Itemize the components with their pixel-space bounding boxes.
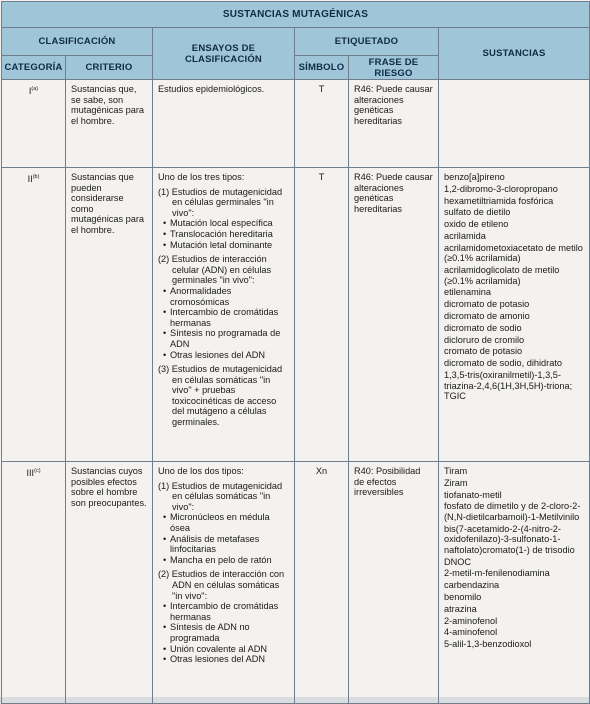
simbolo-cell: Xn bbox=[295, 462, 349, 704]
ensayos-cell bbox=[153, 462, 295, 704]
ensayo-bullet: • Unión covalente al ADN bbox=[170, 644, 289, 655]
category-note: (b) bbox=[32, 174, 40, 180]
substance-item: 4-aminofenol bbox=[444, 627, 498, 638]
substance-item: benomilo bbox=[444, 592, 482, 603]
ensayo-item: (2) Estudios de interacción celular (ADN) en células germinales "in vivo": bbox=[158, 254, 272, 286]
category-cell bbox=[2, 168, 66, 462]
category-cell bbox=[2, 80, 66, 168]
substance-item: benzo[a]pireno bbox=[444, 172, 505, 182]
category-note: (c) bbox=[34, 468, 41, 474]
ensayo-bullet: • Otras lesiones del ADN bbox=[170, 654, 289, 665]
category-cell bbox=[2, 462, 66, 704]
table-row bbox=[2, 462, 590, 704]
substance-item: 2-metil-m-fenilenodiamina bbox=[444, 568, 550, 579]
substance-item: dicromato de amonio bbox=[444, 311, 530, 321]
ensayo-bullet: • Análisis de metafases linfocitarias bbox=[170, 534, 289, 555]
substance-item: oxido de etileno bbox=[444, 219, 509, 230]
sustancias-cell bbox=[439, 168, 590, 462]
criterio-cell: Sustancias que, se sabe, son mutagénicas para el hombre. bbox=[66, 80, 153, 168]
simbolo-cell: T bbox=[295, 80, 349, 168]
substance-item: dicromato de sodio, dihidrato bbox=[444, 358, 562, 369]
category-label: II bbox=[27, 174, 33, 185]
ensayo-bullet: • Anormalidades cromosómicas bbox=[170, 286, 289, 307]
substance-item: acrilamidometoxiacetato de metilo (≥0.1% acrilamida) bbox=[444, 242, 583, 264]
substance-item: 1,2-dibromo-3-cloropropano bbox=[444, 183, 558, 194]
category-note: (a) bbox=[31, 86, 39, 92]
substance-item: Ziram bbox=[444, 477, 468, 488]
substance-item: hexametiltriamida fosfórica bbox=[444, 195, 554, 206]
ensayo-bullet: • Mancha en pelo de ratón bbox=[170, 555, 289, 566]
substance-item: acrilamida bbox=[444, 230, 486, 241]
category-label: III bbox=[26, 468, 35, 479]
frase-cell: R46: Puede causar alteraciones genéticas hereditarias bbox=[349, 168, 439, 462]
table-row bbox=[2, 80, 590, 168]
ensayos-intro: Uno de los tres tipos: bbox=[158, 172, 245, 182]
substance-item: dicloruro de cromilo bbox=[444, 334, 525, 345]
header-criterio: CRITERIO bbox=[66, 56, 153, 80]
ensayo-bullet: • Mutación letal dominante bbox=[170, 240, 289, 251]
substance-item: carbendazina bbox=[444, 580, 500, 591]
ensayos-cell: Estudios epidemiológicos. bbox=[153, 80, 295, 168]
ensayo-bullet: • Intercambio de cromátidas hermanas bbox=[170, 601, 289, 622]
substance-item: etilenamina bbox=[444, 287, 491, 298]
substance-item: atrazina bbox=[444, 603, 477, 614]
ensayos-cell bbox=[153, 168, 295, 462]
ensayos-intro: Uno de los dos tipos: bbox=[158, 466, 244, 476]
header-frase: FRASE DE RIESGO bbox=[349, 56, 439, 80]
header-sustancias: SUSTANCIAS bbox=[439, 28, 590, 80]
substance-item: tiofanato-metil bbox=[444, 489, 502, 500]
substance-item: sulfato de dietilo bbox=[444, 207, 511, 218]
substance-item: 5-alil-1,3-benzodioxol bbox=[444, 639, 532, 650]
substance-item: fosfato de dimetilo y de 2-cloro-2-(N,N-dietilcarbamoil)-1-Metilvinilo bbox=[444, 501, 581, 522]
ensayo-bullet: • Síntesis no programada de ADN bbox=[170, 328, 289, 349]
ensayo-item: (1) Estudios de mutagenicidad en células somáticas "in vivo": bbox=[158, 480, 283, 512]
ensayo-item: (3) Estudios de mutagenicidad en células somáticas "in vivo" + pruebas toxicocinéticas de acceso del mutágeno a células germinales. bbox=[158, 364, 283, 428]
substance-item: 1,3,5-tris(oxiranilmetil)-1,3,5-triazina-2,4,6(1H,3H,5H)-triona; TGIC bbox=[444, 369, 573, 402]
table-row bbox=[2, 168, 590, 462]
substance-item: dicromato de potasio bbox=[444, 299, 530, 310]
category-label: I bbox=[28, 86, 32, 97]
header-ensayos: ENSAYOS DE CLASIFICACIÓN bbox=[153, 28, 295, 80]
ensayo-item: (1) Estudios de mutagenicidad en células germinales "in vivo": bbox=[158, 186, 283, 218]
substance-item: acrilamidoglicolato de metilo (≥0.1% acrilamida) bbox=[444, 265, 560, 286]
sustancias-cell bbox=[439, 80, 590, 168]
header-simbolo: SÍMBOLO bbox=[295, 56, 349, 80]
substance-item: 2-aminofenol bbox=[444, 615, 498, 626]
mutagenic-substances-table bbox=[1, 1, 590, 704]
substance-item: bis(7-acetamido-2-(4-nitro-2-oxidofenilazo)-3-sulfonato-1-naftolato)cromato(1-) de trisodio bbox=[444, 523, 575, 555]
table-title: SUSTANCIAS MUTAGÉNICAS bbox=[2, 2, 590, 28]
ensayo-bullet: • Micronúcleos en médula ósea bbox=[170, 512, 289, 533]
substance-item: Tiram bbox=[444, 466, 468, 476]
substance-item: cromato de potasio bbox=[444, 346, 523, 357]
sustancias-cell bbox=[439, 462, 590, 704]
ensayo-bullet: • Translocación hereditaria bbox=[170, 229, 289, 240]
ensayo-bullet: • Mutación local específica bbox=[170, 218, 289, 229]
frase-cell: R40: Posibilidad de efectos irreversibles bbox=[349, 462, 439, 704]
ensayo-bullet: • Intercambio de cromátidas hermanas bbox=[170, 307, 289, 328]
simbolo-cell: T bbox=[295, 168, 349, 462]
criterio-cell: Sustancias que pueden considerarse como mutagénicas para el hombre. bbox=[66, 168, 153, 462]
ensayo-bullet: • Otras lesiones del ADN bbox=[170, 350, 289, 361]
header-clasificacion: CLASIFICACIÓN bbox=[2, 28, 153, 56]
frase-cell: R46: Puede causar alteraciones genéticas hereditarias bbox=[349, 80, 439, 168]
substance-item: DNOC bbox=[444, 556, 472, 567]
ensayo-item: (2) Estudios de interacción con ADN en células somáticas "in vivo": bbox=[158, 569, 285, 601]
substance-item: dicromato de sodio bbox=[444, 322, 522, 333]
header-etiquetado: ETIQUETADO bbox=[295, 28, 439, 56]
ensayo-bullet: • Síntesis de ADN no programada bbox=[170, 622, 289, 643]
header-categoria: CATEGORÍA bbox=[2, 56, 66, 80]
criterio-cell: Sustancias cuyos posibles efectos sobre el hombre son preocupantes. bbox=[66, 462, 153, 704]
